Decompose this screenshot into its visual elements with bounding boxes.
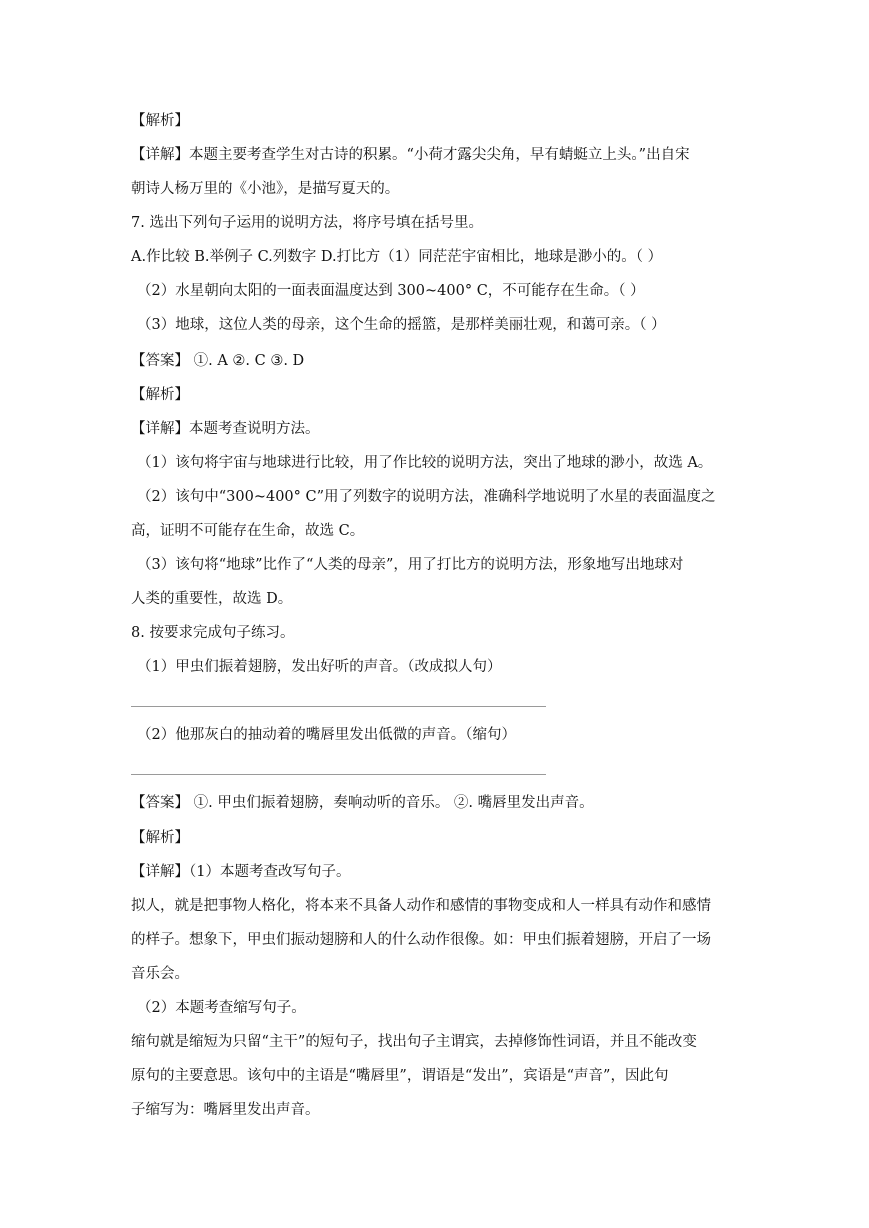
question-7-title: 7. 选出下列句子运用的说明方法，将序号填在括号里。 [131, 215, 483, 231]
question-7-options: A.作比较 B.举例子 C.列数字 D.打比方（1）同茫茫宇宙相比，地球是渺小的。（ ） [131, 249, 663, 265]
detail-paragraph-line: 人类的重要性，故选 D。 [131, 591, 293, 607]
question-8-item: （1）甲虫们振着翅膀，发出好听的声音。（改成拟人句） [137, 659, 502, 675]
detail-paragraph-line: 拟人，就是把事物人格化，将本来不具备人动作和感情的事物变成和人一样具有动作和感情 [131, 898, 711, 914]
analysis-heading: 【解析】 [131, 830, 189, 846]
answer-blank-line [131, 706, 546, 707]
answer-line: 【答案】 ①. 甲虫们振着翅膀，奏响动听的音乐。 ②. 嘴唇里发出声音。 [131, 795, 594, 811]
detail-paragraph-line: 的样子。想象下，甲虫们振动翅膀和人的什么动作很像。如：甲虫们振着翅膀，开启了一场 [131, 932, 711, 948]
detail-paragraph-line: 原句的主要意思。该句中的主语是“嘴唇里”，谓语是“发出”，宾语是“声音”，因此句 [131, 1068, 669, 1084]
answer-line: 【答案】 ①. A ②. C ③. D [131, 353, 305, 369]
detail-paragraph-line: （1）该句将宇宙与地球进行比较，用了作比较的说明方法，突出了地球的渺小，故选 A。 [137, 455, 713, 471]
question-7-item: （3）地球，这位人类的母亲，这个生命的摇篮，是那样美丽壮观，和蔼可亲。（ ） [137, 317, 666, 333]
question-7-item: （2）水星朝向太阳的一面表面温度达到 300~400° C，不可能存在生命。（ ） [137, 283, 645, 299]
detail-paragraph-line: 高，证明不可能存在生命，故选 C。 [131, 523, 365, 539]
detail-paragraph-line: （3）该句将“地球”比作了“人类的母亲”，用了打比方的说明方法，形象地写出地球对 [137, 557, 684, 573]
answer-blank-line [131, 774, 546, 775]
detail-paragraph-line: 缩句就是缩短为只留“主干”的短句子，找出句子主谓宾，去掉修饰性词语，并且不能改变 [131, 1034, 697, 1050]
detail-paragraph-line: 子缩写为：嘴唇里发出声音。 [131, 1102, 320, 1118]
question-8-item: （2）他那灰白的抽动着的嘴唇里发出低微的声音。（缩句） [137, 727, 516, 743]
detail-paragraph-line: 【详解】本题主要考查学生对古诗的积累。“小荷才露尖尖角，早有蜻蜓立上头。”出自宋 [131, 147, 690, 163]
detail-paragraph-line: （2）该句中“300~400° C”用了列数字的说明方法，准确科学地说明了水星的表面温度之 [137, 489, 716, 505]
detail-paragraph-line: 朝诗人杨万里的《小池》，是描写夏天的。 [131, 181, 400, 197]
detail-paragraph-line: 【详解】本题考查说明方法。 [131, 421, 320, 437]
analysis-heading: 【解析】 [131, 387, 189, 403]
detail-paragraph-line: （2）本题考查缩写句子。 [137, 1000, 306, 1016]
question-8-title: 8. 按要求完成句子练习。 [131, 625, 295, 641]
detail-paragraph-line: 音乐会。 [131, 966, 189, 982]
analysis-heading: 【解析】 [131, 113, 189, 129]
detail-paragraph-line: 【详解】（1）本题考查改写句子。 [131, 864, 351, 880]
